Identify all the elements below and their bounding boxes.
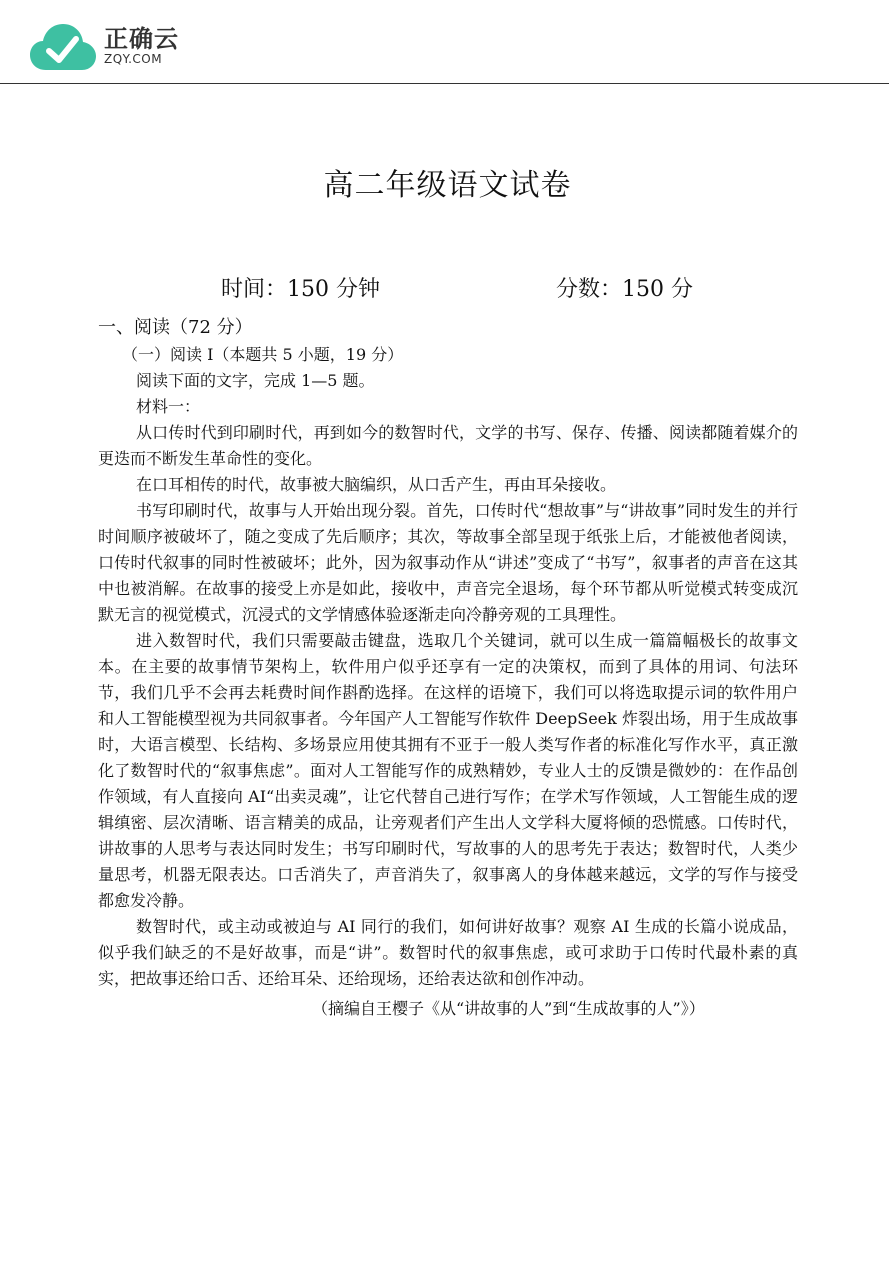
part-heading: （一）阅读 I（本题共 5 小题，19 分） bbox=[122, 345, 404, 364]
header-divider bbox=[0, 83, 889, 84]
exam-time: 时间：150 分钟 bbox=[221, 277, 380, 302]
section-heading: 一、阅读（72 分） bbox=[98, 317, 253, 338]
brand-name-en: ZQY.COM bbox=[104, 52, 163, 66]
paragraph: 在口耳相传的时代，故事被大脑编织，从口舌产生，再由耳朵接收。 bbox=[136, 475, 617, 494]
cloud-check-logo-icon bbox=[30, 22, 96, 72]
exam-score: 分数：150 分 bbox=[556, 277, 693, 302]
brand-name-cn: 正确云 bbox=[104, 25, 179, 53]
exam-title: 高二年级语文试卷 bbox=[323, 168, 572, 203]
brand-wordmark bbox=[104, 26, 179, 66]
paragraph: 进入数智时代，我们只需要敲击键盘，选取几个关键词，就可以生成一篇篇幅极长的故事文本。在主要的故事情节架构上，软件用户似乎还享有一定的决策权，而到了具体的用词、句法环节，我们几乎不会再去耗费时间作斟酌选择。在这样的语境下，我们可以将选取提示词的软件用户和人工智能模型视为共同叙事者。今年国产人工智能写作软件 DeepSeek 炸裂出场，用于生成故事时，大语言模型、长结构、多场景应用使其拥有不亚于一般人类写作者的标准化写作水平，真正激化了数智时代的“叙事焦虑”。面对人工智能写作的成熟精妙，专业人士的反馈是微妙的：在作品创作领域，有人直接向 AI“出卖灵魂”，让它代替自己进行写作；在学术写作领域，人工智能生成的逻辑缜密、层次清晰、语言精美的成品，让旁观者们产生出人文学科大厦将倾的恐慌感。口传时代，讲故事的人思考与表达同时发生；书写印刷时代，写故事的人的思考先于表达；数智时代，人类少量思考，机器无限表达。口舌消失了，声音消失了，叙事离人的身体越来越远，文学的写作与接受都愈发冷静。 bbox=[98, 631, 798, 910]
exam-content bbox=[98, 314, 798, 1022]
paragraph: 数智时代，或主动或被迫与 AI 同行的我们，如何讲好故事？观察 AI 生成的长篇小说成品，似乎我们缺乏的不是好故事，而是“讲”。数智时代的叙事焦虑，或可求助于口传时代最朴素的真实，把故事还给口舌、还给耳朵、还给现场，还给表达欲和创作冲动。 bbox=[98, 917, 798, 988]
source-citation: （摘编自王樱子《从“讲故事的人”到“生成故事的人”》） bbox=[312, 999, 705, 1018]
material-label: 材料一： bbox=[136, 397, 201, 416]
paragraph: 从口传时代到印刷时代，再到如今的数智时代，文学的书写、保存、传播、阅读都随着媒介的更迭而不断发生革命性的变化。 bbox=[98, 423, 798, 468]
page-header bbox=[0, 0, 895, 84]
instruction-text: 阅读下面的文字，完成 1—5 题。 bbox=[136, 371, 375, 390]
paragraph: 书写印刷时代，故事与人开始出现分裂。首先，口传时代“想故事”与“讲故事”同时发生的并行时间顺序被破坏了，随之变成了先后顺序；其次，等故事全部呈现于纸张上后，才能被他者阅读，口传时代叙事的同时性被破坏；此外，因为叙事动作从“讲述”变成了“书写”，叙事者的声音在这其中也被消解。在故事的接受上亦是如此，接收中，声音完全退场，每个环节都从听觉模式转变成沉默无言的视觉模式，沉浸式的文学情感体验逐渐走向冷静旁观的工具理性。 bbox=[98, 501, 798, 624]
